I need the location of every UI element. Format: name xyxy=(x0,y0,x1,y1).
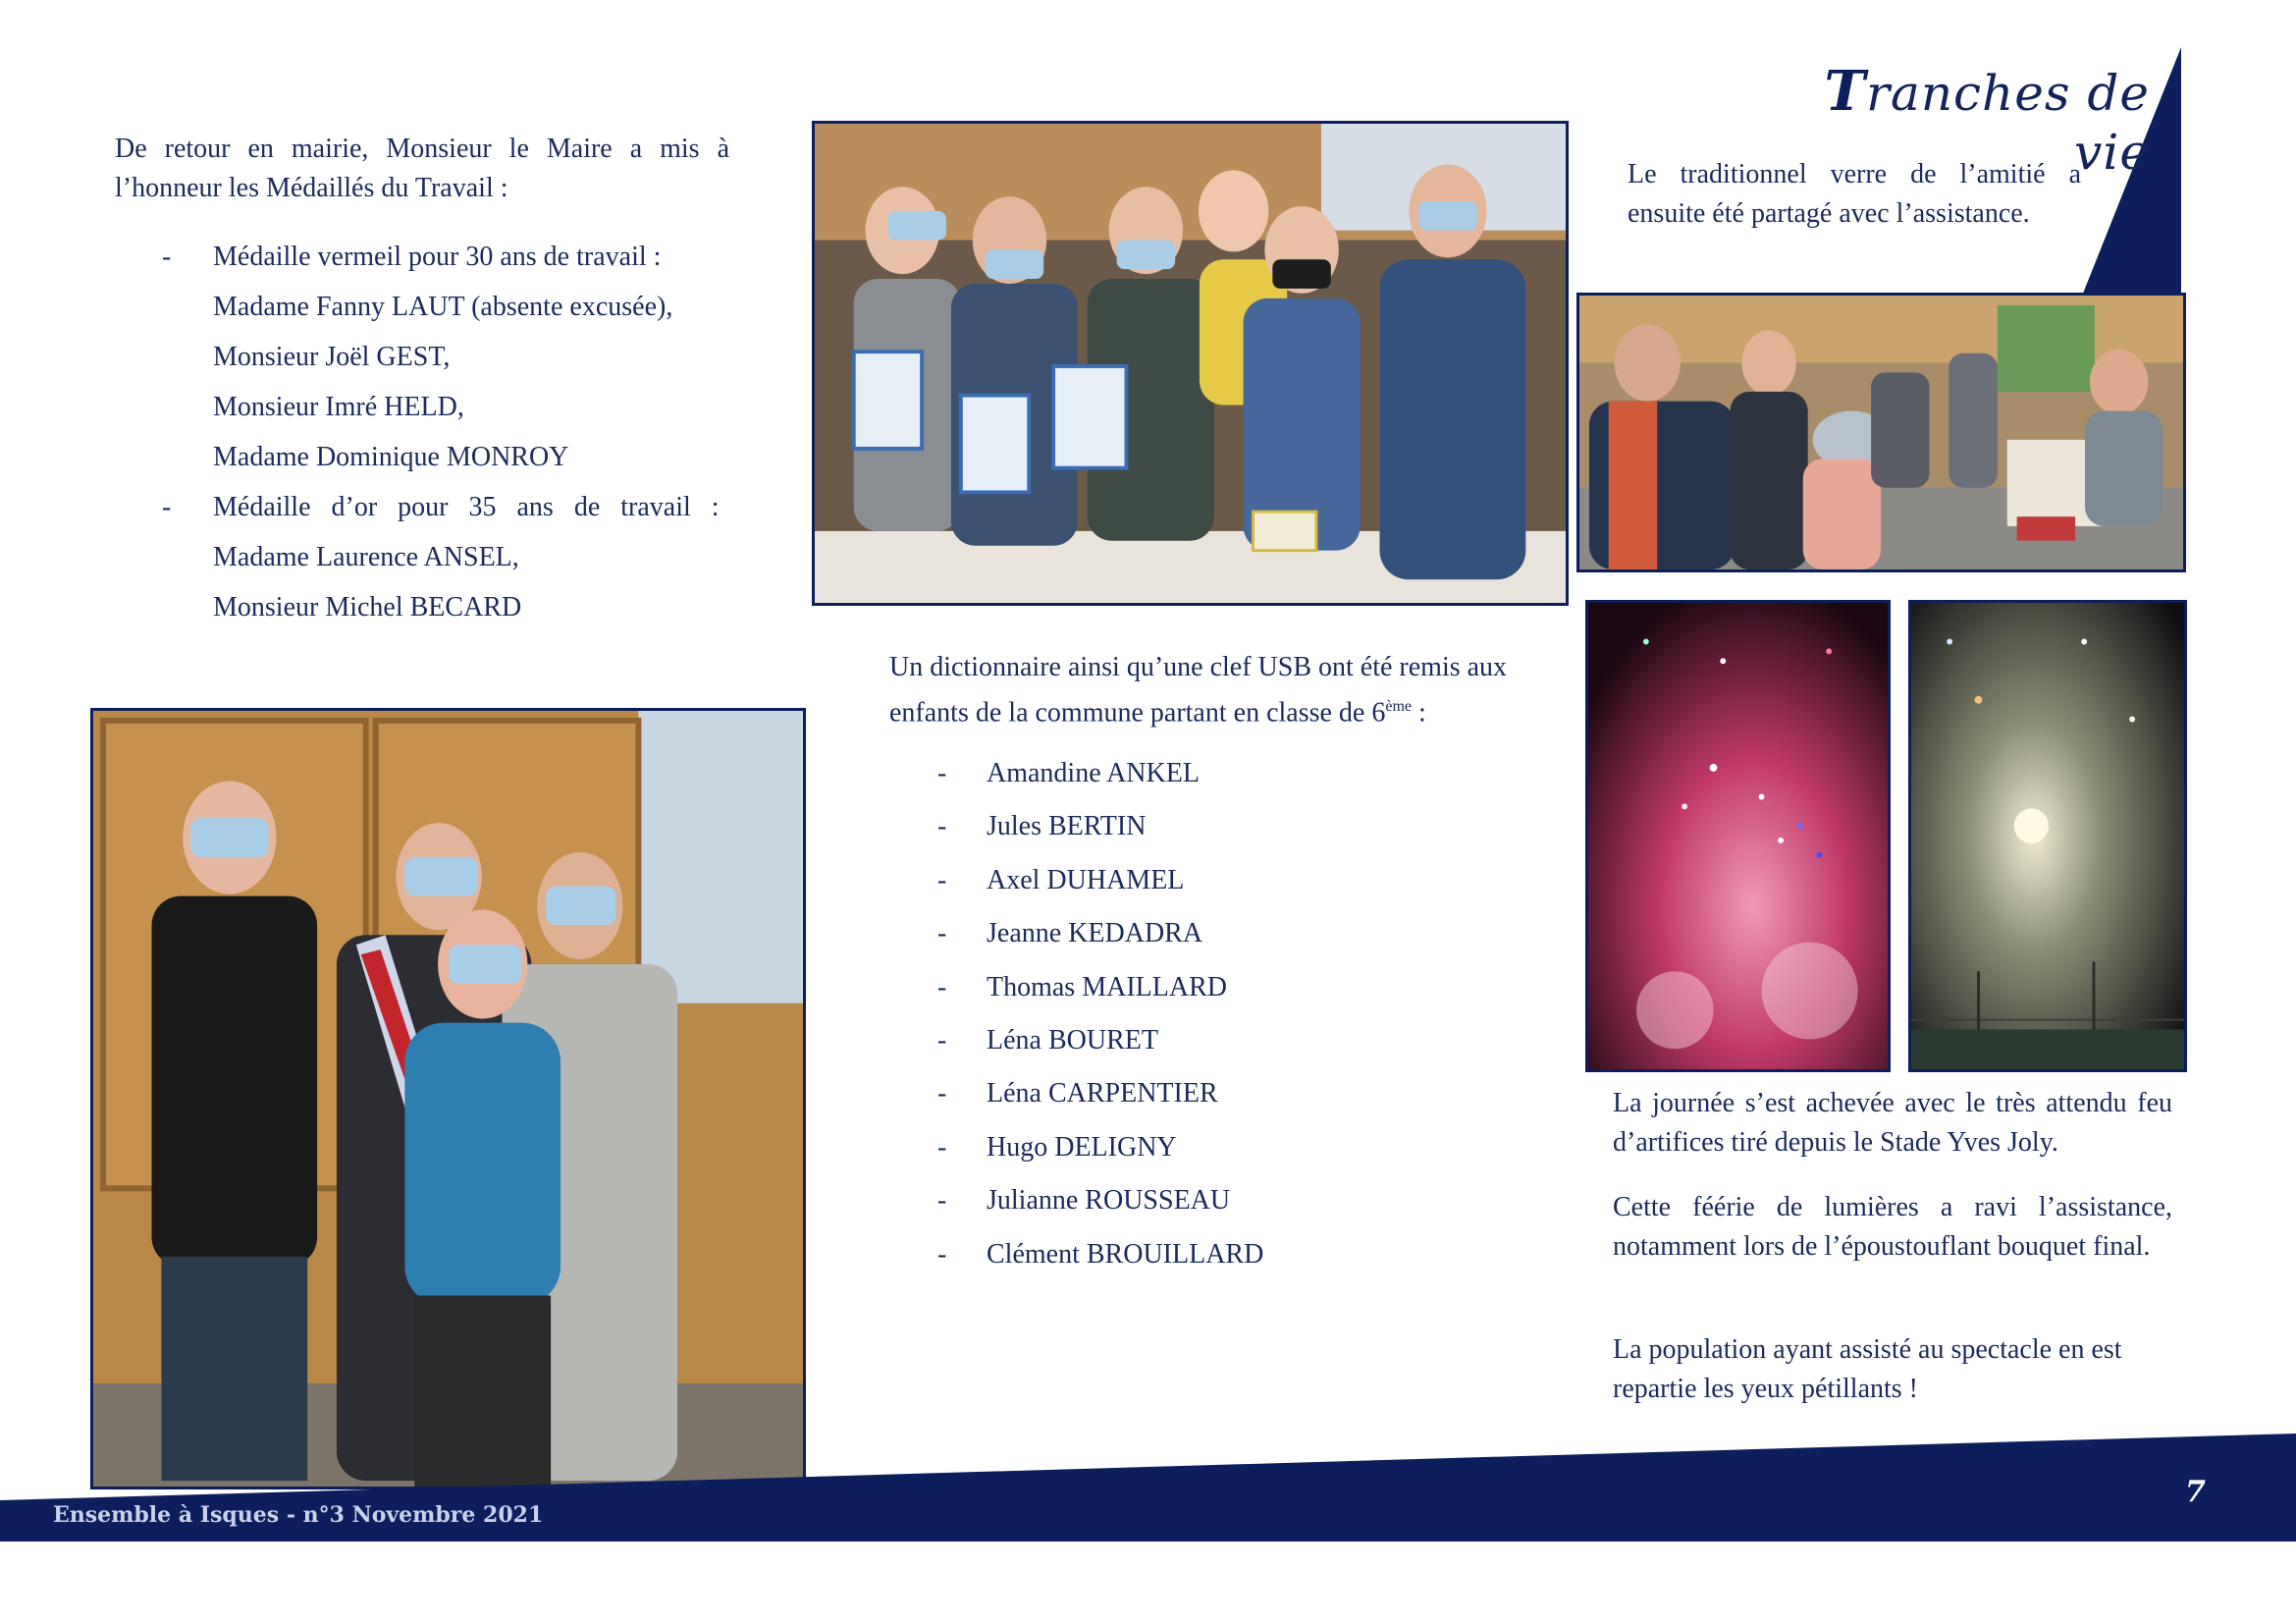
children-dictionaries-photo xyxy=(812,121,1569,606)
children-list xyxy=(937,747,1487,1281)
medal-name: Madame Laurence ANSEL, xyxy=(213,542,519,572)
medal-heading-or: - Médaille d’or pour 35 ans de travail : xyxy=(162,492,720,522)
child-name: - Léna BOURET xyxy=(937,1025,1158,1056)
medals-intro: De retour en mairie, Monsieur le Maire a mis à l’honneur les Médaillés du Travail : xyxy=(115,134,729,203)
page-number: 7 xyxy=(2185,1475,2206,1509)
child-name: - Jules BERTIN xyxy=(937,811,1147,842)
fireworks-text-1: La journée s’est achevée avec le très attendu feu d’artifices tiré depuis le Stade Yves Joly. xyxy=(1613,1088,2172,1158)
child-name: - Hugo DELIGNY xyxy=(937,1131,1177,1163)
dictionary-intro: Un dictionnaire ainsi qu’une clef USB ont été remis aux enfants de la commune partant en classe de 6ème : xyxy=(889,652,1508,729)
fireworks-photo-right xyxy=(1908,600,2187,1072)
child-name: - Julianne ROUSSEAU xyxy=(937,1185,1231,1217)
page-title: Tranches de vie xyxy=(1824,59,2150,181)
medal-name: Monsieur Michel BECARD xyxy=(213,592,522,623)
medal-recipients-photo xyxy=(90,708,806,1489)
reception-photo xyxy=(1576,293,2186,572)
fireworks-text-2: Cette féérie de lumières a ravi l’assistance, notamment lors de l’époustouflant bouquet final. xyxy=(1613,1192,2172,1262)
publication-info: Ensemble à Isques - n°3 Novembre 2021 xyxy=(53,1502,544,1528)
fireworks-text-3: La population ayant assisté au spectacle en est repartie les yeux pétillants ! xyxy=(1613,1334,2122,1404)
medal-name: Madame Dominique MONROY xyxy=(213,442,569,472)
child-name: - Clément BROUILLARD xyxy=(937,1238,1264,1270)
medals-list xyxy=(115,232,729,632)
child-name: - Amandine ANKEL xyxy=(937,758,1200,788)
friendship-drink-text: Le traditionnel verre de l’amitié a ensuite été partagé avec l’assistance. xyxy=(1628,159,2081,229)
fireworks-photo-left xyxy=(1585,600,1891,1072)
child-name: - Axel DUHAMEL xyxy=(937,864,1185,895)
medal-name: Monsieur Joël GEST, xyxy=(213,342,451,372)
child-name: - Jeanne KEDADRA xyxy=(937,918,1203,949)
child-name: - Léna CARPENTIER xyxy=(937,1078,1218,1110)
medal-name: Monsieur Imré HELD, xyxy=(213,392,464,422)
medal-heading-vermeil: - Médaille vermeil pour 30 ans de travail : xyxy=(162,242,662,272)
medal-name: Madame Fanny LAUT (absente excusée), xyxy=(213,292,673,322)
child-name: - Thomas MAILLARD xyxy=(937,971,1227,1002)
